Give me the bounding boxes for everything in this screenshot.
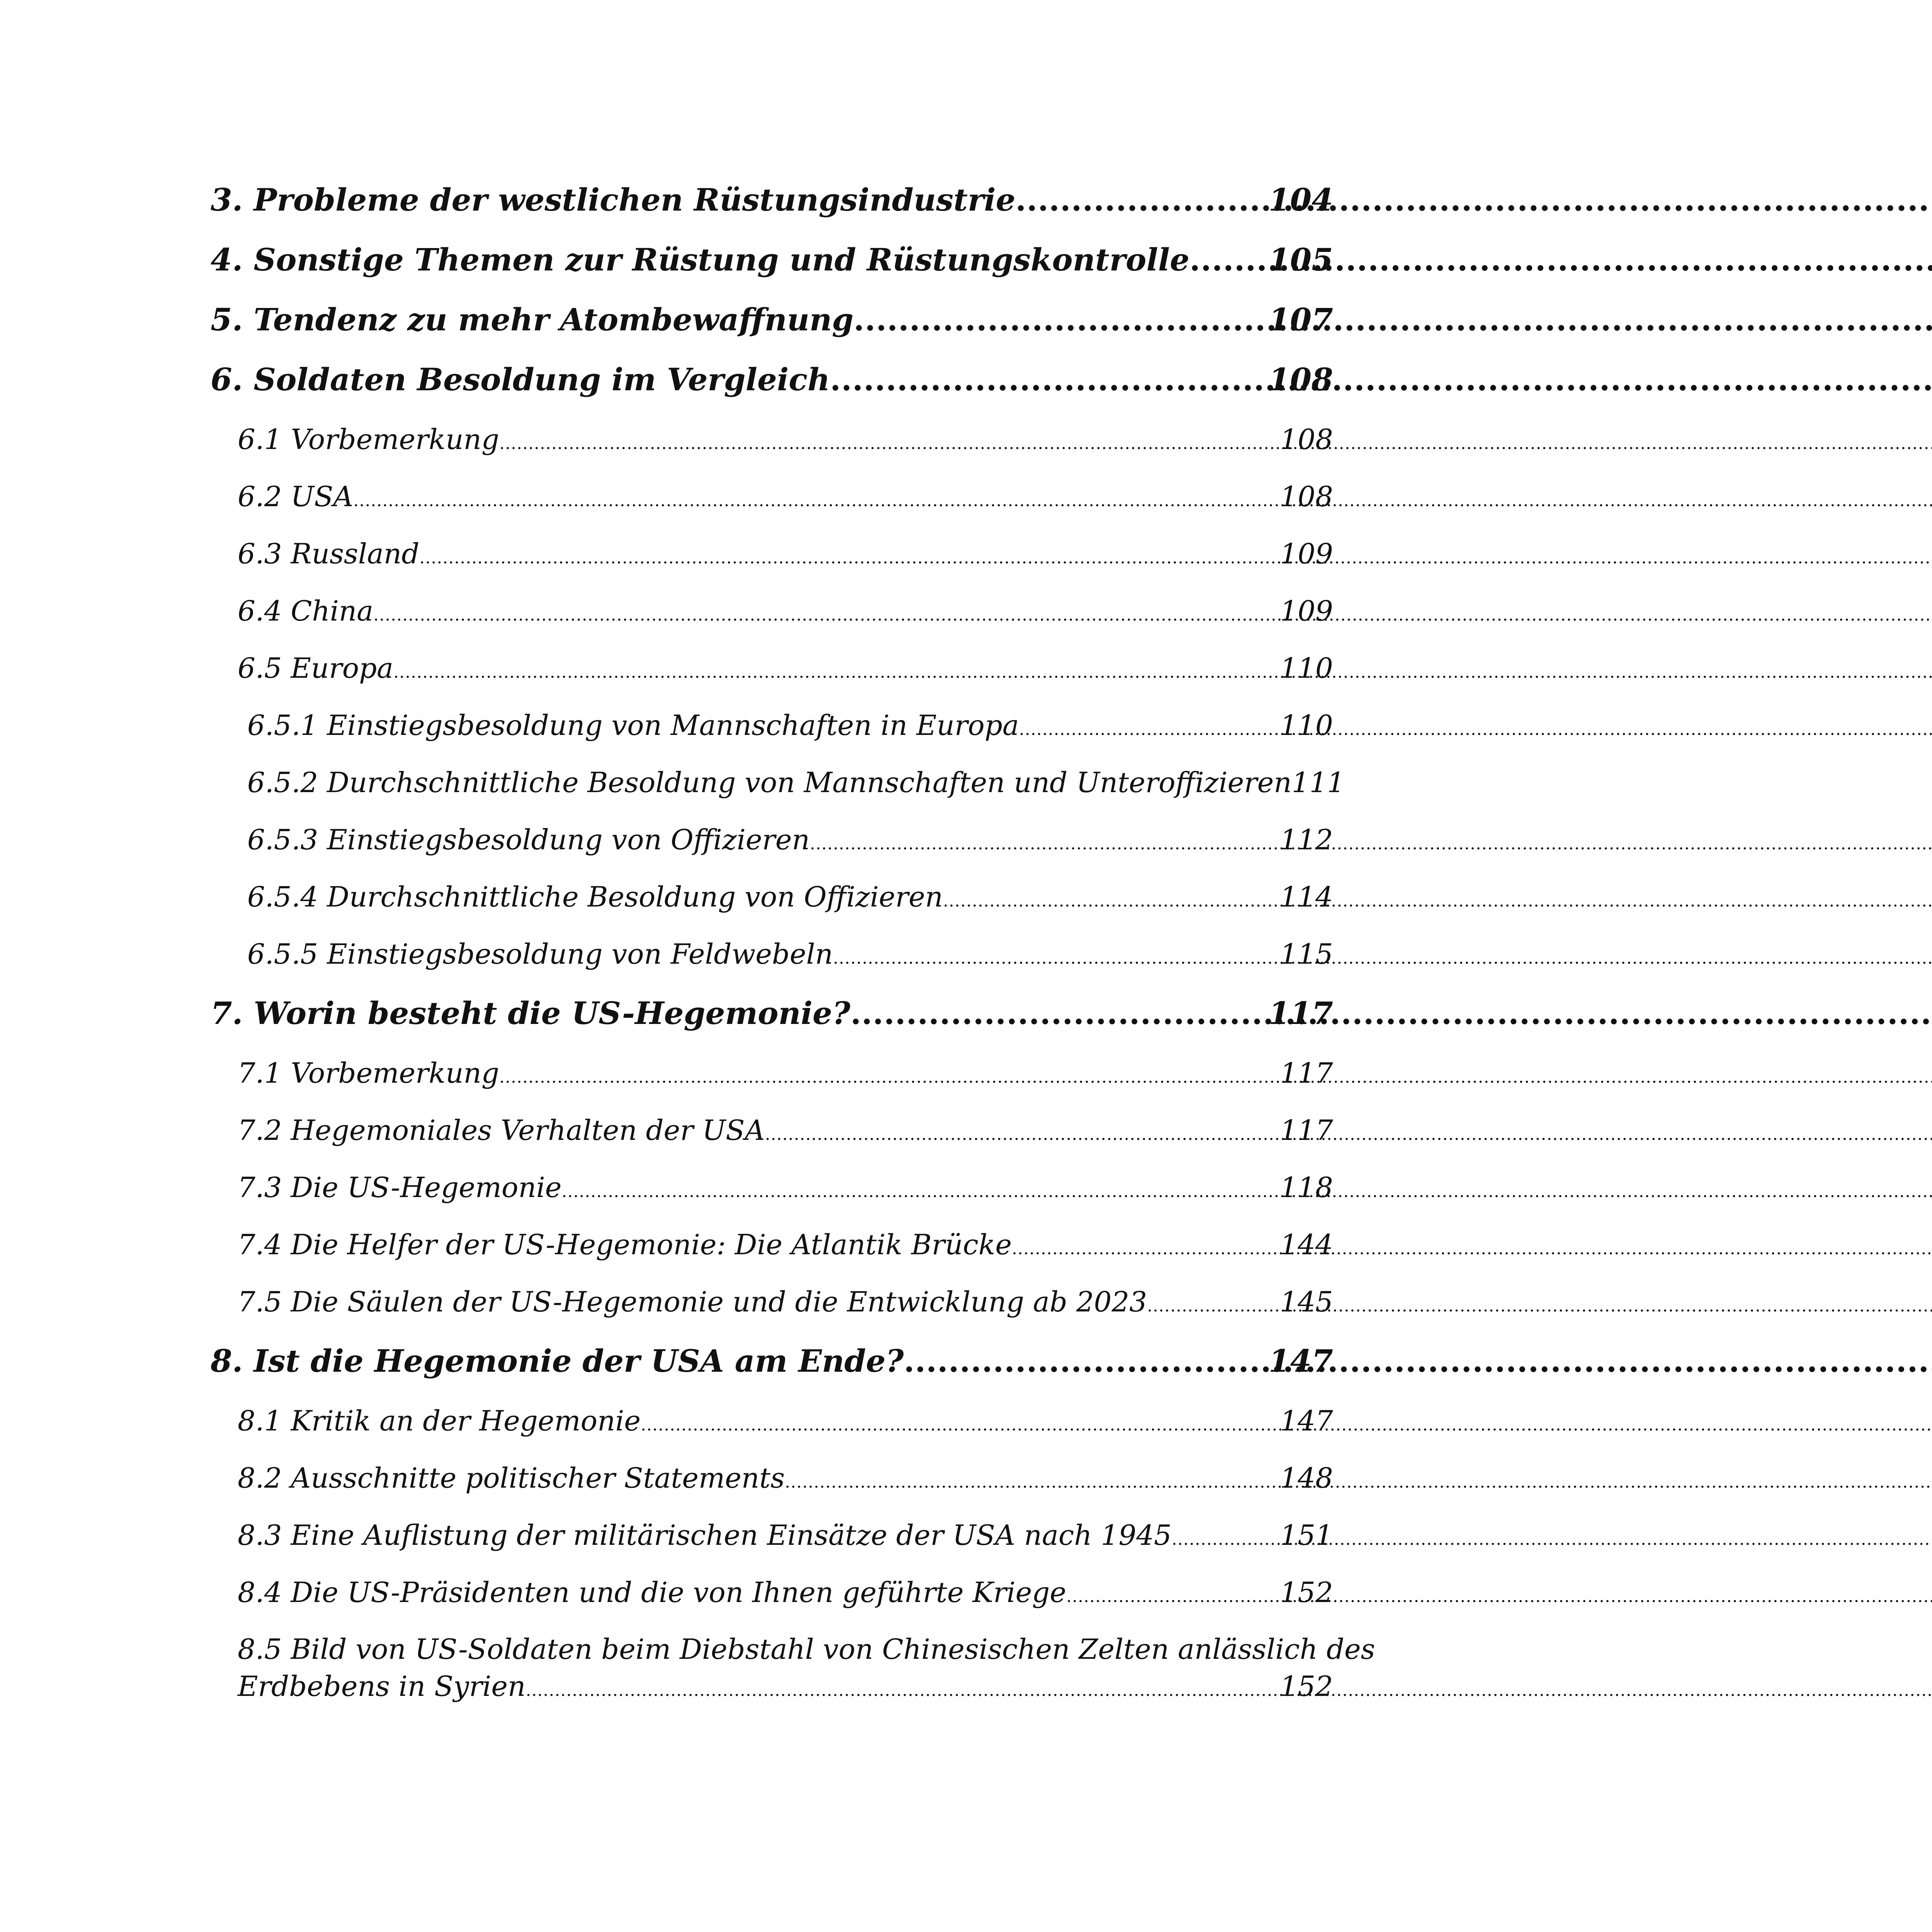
dot-leader	[904, 1343, 1269, 1379]
toc-entry-page: 111	[1291, 766, 1345, 799]
toc-entry-page: 117	[1269, 995, 1333, 1031]
dot-leader	[785, 1472, 1280, 1492]
dot-leader	[353, 491, 1280, 510]
toc-entry-page: 117	[1280, 1114, 1333, 1146]
toc-entry-5	[211, 301, 1333, 338]
toc-entry-title: 8.2 Ausschnitte politischer Statements	[238, 1462, 785, 1494]
dot-leader	[810, 834, 1280, 854]
toc-entry-page: 107	[1269, 301, 1333, 338]
dot-leader	[1066, 1587, 1280, 1606]
toc-entry-6-5-3	[247, 823, 1333, 856]
toc-entry-title: 6. Soldaten Besoldung im Vergleich	[211, 361, 830, 398]
dot-leader	[1172, 1529, 1280, 1549]
dot-leader	[850, 995, 1269, 1031]
toc-entry-title: 8.1 Kritik an der Hegemonie	[238, 1405, 641, 1437]
toc-entry-title: 7.5 Die Säulen der US-Hegemonie und die Entwicklung ab 2023	[238, 1286, 1147, 1318]
dot-leader	[833, 948, 1280, 968]
dot-leader	[393, 662, 1280, 682]
toc-entry-8-2	[238, 1462, 1333, 1494]
toc-entry-page: 152	[1280, 1576, 1333, 1609]
toc-entry-6-4	[238, 595, 1333, 627]
toc-entry-title: 6.5.5 Einstiegsbesoldung von Feldwebeln	[247, 938, 833, 970]
toc-entry-8	[211, 1343, 1333, 1379]
toc-entry-page: 108	[1280, 480, 1333, 513]
dot-leader	[1019, 719, 1280, 739]
toc-entry-title: 8. Ist die Hegemonie der USA am Ende?	[211, 1343, 904, 1379]
toc-entry-title-line1: 8.5 Bild von US-Soldaten beim Diebstahl von Chinesischen Zelten anlässlich des	[238, 1633, 1375, 1665]
toc-entry-title: 6.5.2 Durchschnittliche Besoldung von Mannschaften und Unteroffizieren	[247, 766, 1292, 799]
dot-leader	[499, 1067, 1280, 1087]
toc-entry-3	[211, 182, 1333, 218]
toc-entry-6-5-5	[247, 938, 1333, 970]
toc-entry-page: 151	[1280, 1519, 1333, 1551]
toc-entry-4	[211, 242, 1333, 278]
toc-entry-7	[211, 995, 1333, 1031]
toc-entry-7-1	[238, 1057, 1333, 1089]
toc-entry-7-4	[238, 1228, 1333, 1261]
toc-entry-title: 8.3 Eine Auflistung der militärischen Einsätze der USA nach 1945	[238, 1519, 1172, 1551]
toc-entry-title: 6.4 China	[238, 595, 374, 627]
dot-leader	[419, 548, 1280, 568]
dot-leader	[1147, 1296, 1280, 1316]
toc-entry-6-5-2	[247, 766, 1345, 799]
toc-entry-7-3	[238, 1171, 1333, 1204]
toc-entry-page: 110	[1280, 652, 1333, 684]
toc-entry-title: 6.1 Vorbemerkung	[238, 423, 500, 456]
dot-leader	[526, 1672, 1280, 1709]
toc-entry-title: 6.5.1 Einstiegsbesoldung von Mannschaften in Europa	[247, 709, 1019, 742]
toc-entry-8-1	[238, 1405, 1333, 1437]
toc-entry-7-2	[238, 1114, 1333, 1146]
toc-entry-6-5	[238, 652, 1333, 684]
toc-entry-title: 7.2 Hegemoniales Verhalten der USA	[238, 1114, 765, 1146]
toc-entry-page: 117	[1280, 1057, 1333, 1089]
dot-leader	[1012, 1239, 1280, 1259]
toc-entry-title: 6.5 Europa	[238, 652, 394, 684]
toc-entry-page: 147	[1269, 1343, 1333, 1379]
toc-entry-page: 104	[1269, 182, 1333, 218]
toc-entry-title: 6.5.4 Durchschnittliche Besoldung von Offizieren	[247, 881, 943, 913]
toc-entry-6	[211, 361, 1333, 398]
toc-entry-title: 7.3 Die US-Hegemonie	[238, 1171, 562, 1204]
dot-leader	[561, 1182, 1280, 1201]
toc-entry-title: 6.2 USA	[238, 480, 354, 513]
toc-entry-page: 109	[1280, 537, 1333, 570]
toc-entry-title: 3. Probleme der westlichen Rüstungsindustrie	[211, 182, 1015, 218]
dot-leader	[1015, 182, 1269, 218]
toc-entry-6-2	[238, 480, 1333, 513]
toc-entry-page: 148	[1280, 1462, 1333, 1494]
toc-entry-title: 4. Sonstige Themen zur Rüstung und Rüstungskontrolle	[211, 242, 1190, 278]
toc-entry-page: 114	[1280, 881, 1333, 913]
toc-entry-6-3	[238, 537, 1333, 570]
toc-entry-page: 144	[1280, 1228, 1333, 1261]
toc-entry-7-5	[238, 1286, 1333, 1318]
dot-leader	[373, 605, 1280, 625]
toc-entry-title: 8.4 Die US-Präsidenten und die von Ihnen geführte Kriege	[238, 1576, 1066, 1609]
toc-entry-6-1	[238, 423, 1333, 456]
toc-entry-8-3	[238, 1519, 1333, 1551]
toc-entry-page: 109	[1280, 595, 1333, 627]
toc-entry-page: 108	[1280, 423, 1333, 456]
toc-entry-title: 7.4 Die Helfer der US-Hegemonie: Die Atlantik Brücke	[238, 1228, 1012, 1261]
dot-leader	[765, 1124, 1280, 1144]
toc-entry-page: 147	[1280, 1405, 1333, 1437]
toc-entry-page: 110	[1280, 709, 1333, 742]
toc-entry-title: 7.1 Vorbemerkung	[238, 1057, 500, 1089]
toc-entry-page: 152	[1280, 1670, 1333, 1702]
dot-leader	[943, 891, 1280, 911]
toc-entry-page: 118	[1280, 1171, 1333, 1204]
dot-leader	[830, 361, 1269, 398]
toc-entry-page: 112	[1280, 823, 1333, 856]
dot-leader	[1189, 242, 1269, 278]
dot-leader	[641, 1415, 1280, 1435]
toc-entry-title-line2: Erdbebens in Syrien	[238, 1670, 526, 1702]
toc-entry-8-5	[238, 1631, 1375, 1705]
toc-entry-title: 6.3 Russland	[238, 537, 420, 570]
toc-entry-6-5-4	[247, 881, 1333, 913]
toc-entry-page: 115	[1280, 938, 1333, 970]
toc-entry-title: 6.5.3 Einstiegsbesoldung von Offizieren	[247, 823, 810, 856]
toc-entry-line2	[238, 1668, 1333, 1705]
toc-entry-title: 5. Tendenz zu mehr Atombewaffnung	[211, 301, 854, 338]
toc-entry-page: 105	[1269, 242, 1333, 278]
dot-leader	[854, 301, 1269, 338]
dot-leader	[499, 434, 1280, 453]
toc-entry-page: 108	[1269, 361, 1333, 398]
toc-entry-page: 145	[1280, 1286, 1333, 1318]
toc-entry-6-5-1	[247, 709, 1333, 742]
toc-entry-8-4	[238, 1576, 1333, 1609]
toc-entry-title: 7. Worin besteht die US-Hegemonie?	[211, 995, 850, 1031]
